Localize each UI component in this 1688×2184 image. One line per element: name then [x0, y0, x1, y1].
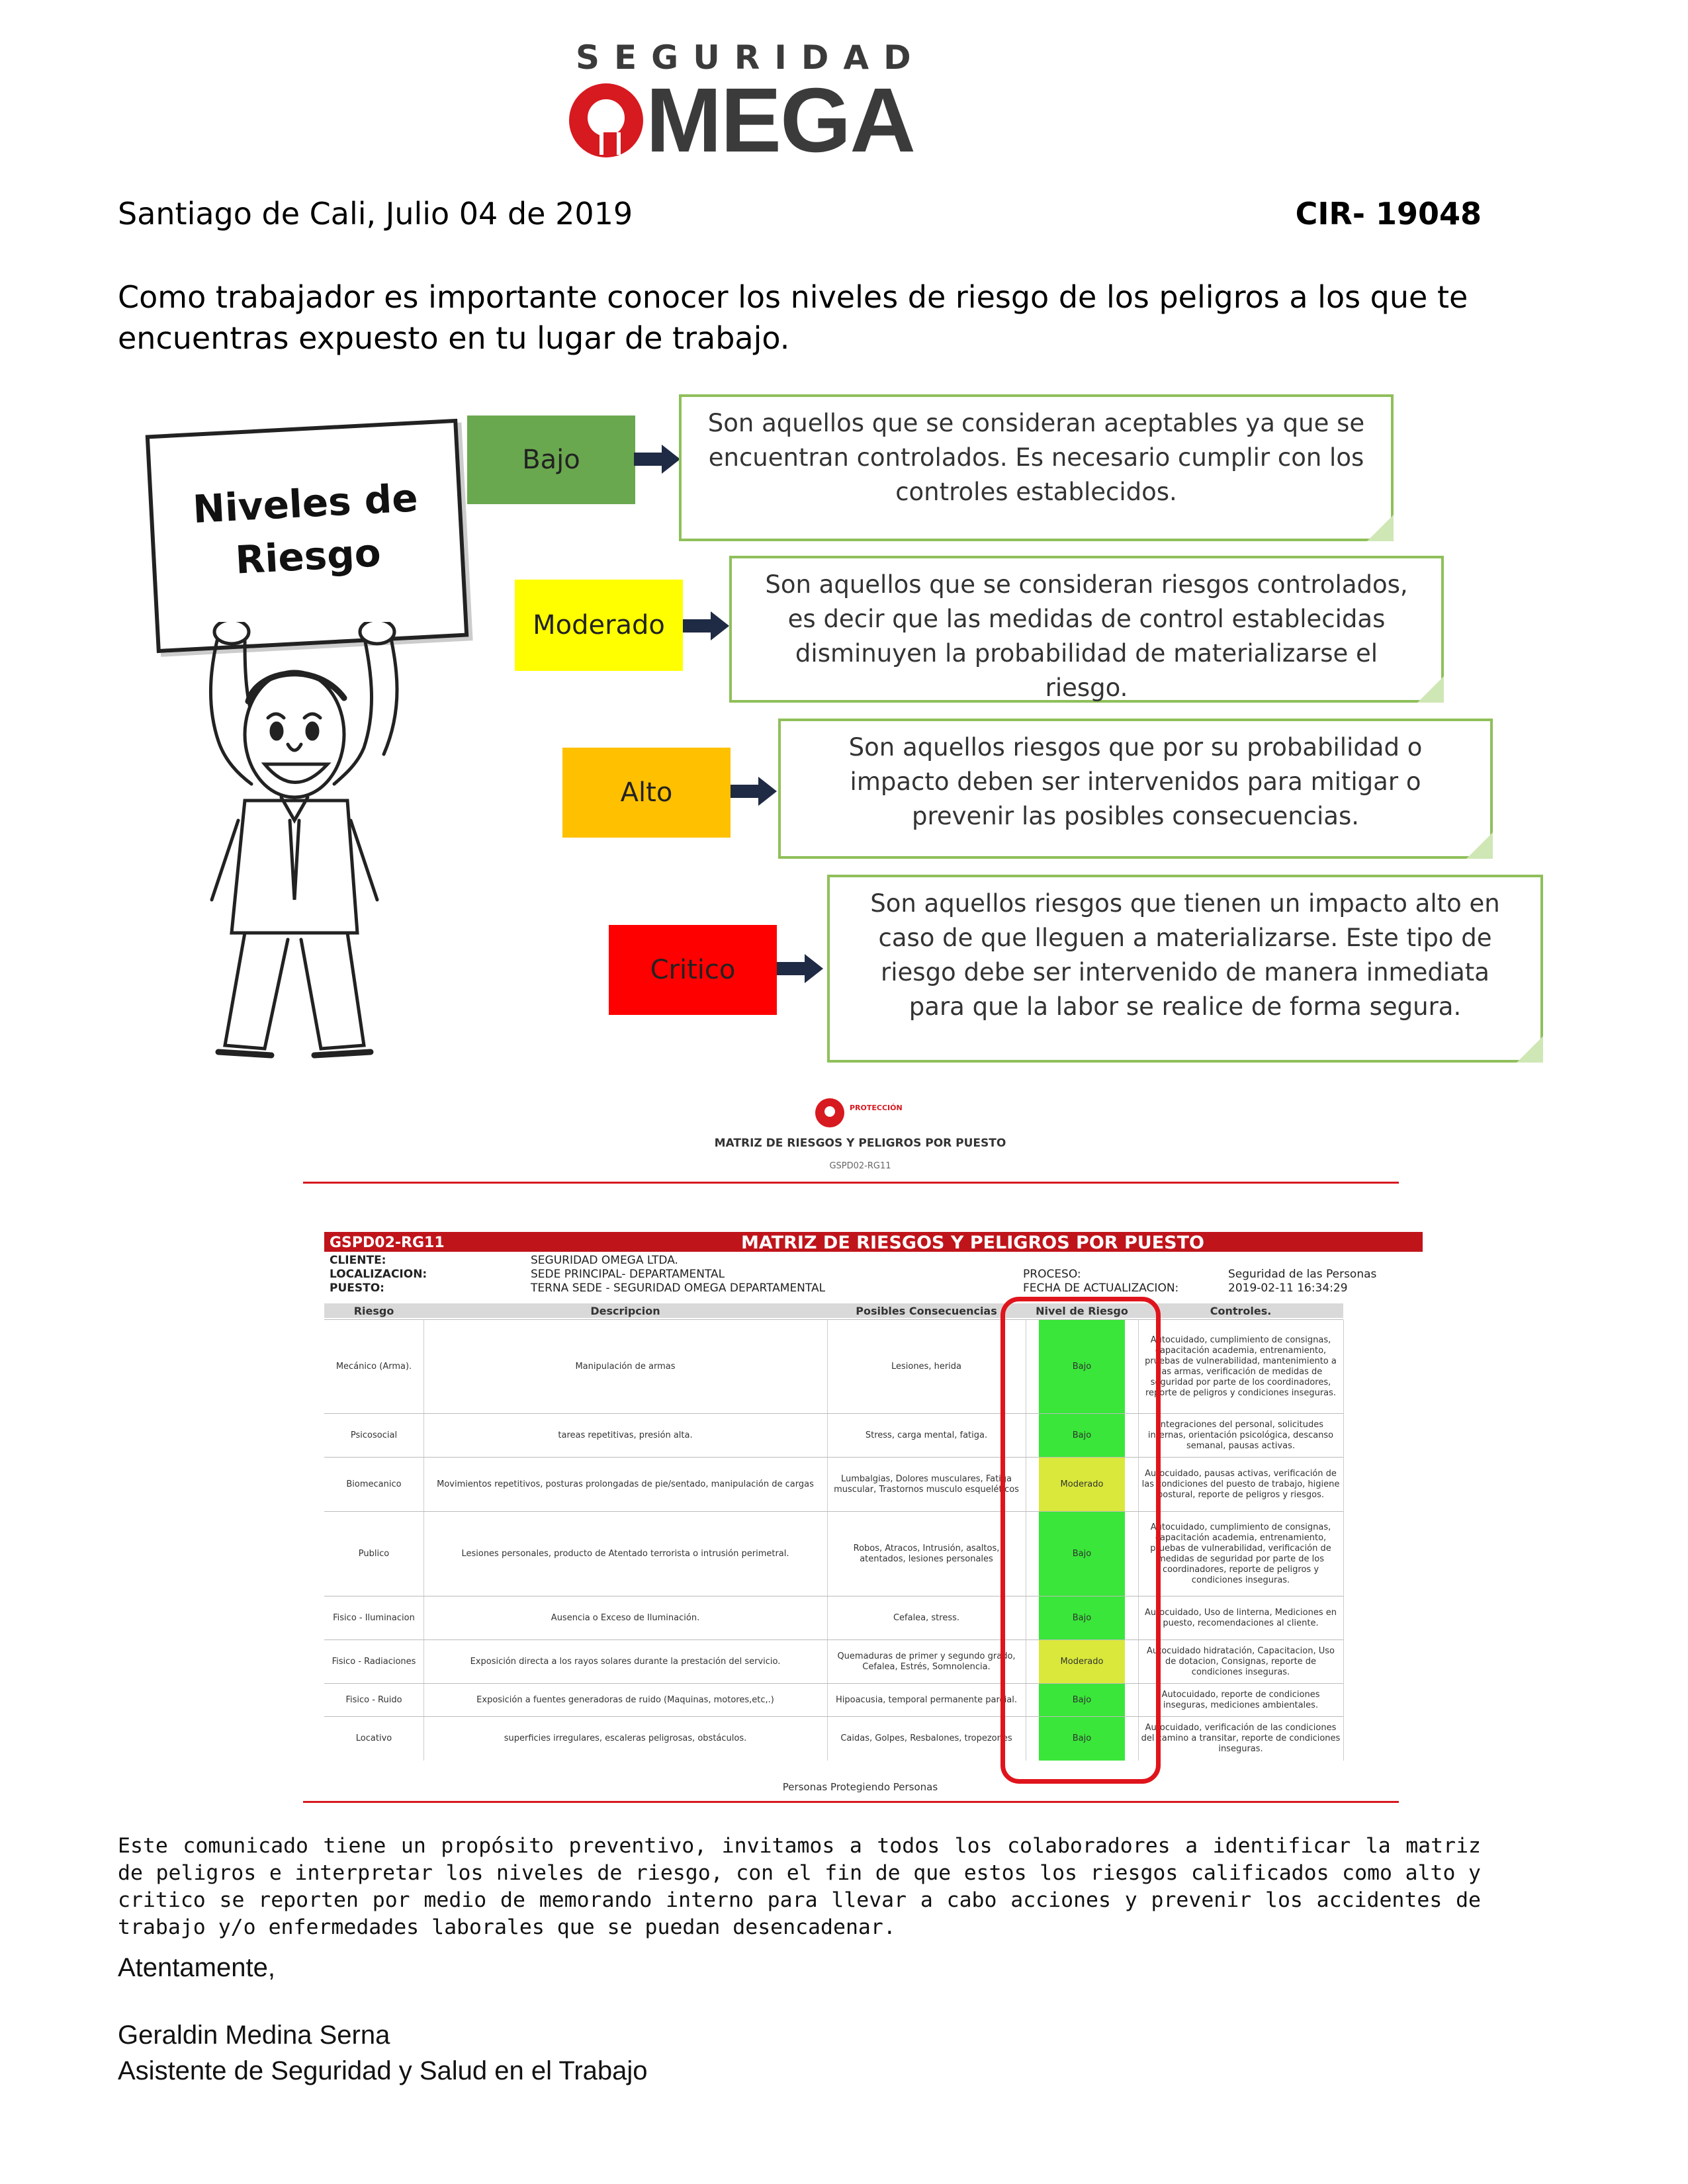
column-divider	[423, 1320, 424, 1414]
cell-consecuencias: Caidas, Golpes, Resbalones, tropezones	[840, 1733, 1012, 1743]
level-label: Alto	[620, 777, 673, 808]
level-bajo-description: Son aquellos que se consideran aceptables ya que se encuentran controlados. Es necesario cumplir con los controles establecidos.	[679, 394, 1394, 541]
column-divider	[827, 1320, 828, 1414]
intro-paragraph: Como trabajador es importante conocer los niveles de riesgo de los peligros a los que te encuentras expuesto en tu lugar de trabajo.	[118, 279, 1468, 356]
column-divider	[423, 1717, 424, 1761]
column-divider	[1343, 1640, 1344, 1684]
cell-descripcion: Manipulación de armas	[575, 1362, 676, 1372]
matrix-brand: PROTECCIÓN	[850, 1104, 903, 1112]
cell-consecuencias: Stress, carga mental, fatiga.	[865, 1430, 988, 1440]
column-divider	[423, 1512, 424, 1596]
cell-controles: Autocuidado, cumplimiento de consignas, capacitación academia, entrenamiento, pruebas de vulnerabilidad, verificación de medidas de seguridad por parte de los coordinadores, reporte de peligros y condiciones inseguras.	[1150, 1522, 1331, 1585]
company-logo	[569, 69, 914, 171]
level-label: Moderado	[533, 610, 665, 640]
cell-riesgo: Mecánico (Arma).	[335, 1362, 412, 1372]
cell-consecuencias: Lesiones, herida	[891, 1362, 962, 1372]
cell-controles: Autocuidado, cumplimiento de consignas, capacitación academia, entrenamiento, pruebas de vulnerabilidad, mantenimiento a las armas, verificación de medidas de seguridad por parte de los coordinadores, reporte de peligros y condiciones inseguras.	[1145, 1335, 1337, 1398]
sign-line-1: Niveles de	[191, 475, 420, 532]
column-divider	[423, 1596, 424, 1640]
cell-nivel-badge: Bajo	[1039, 1512, 1125, 1596]
banner-code: GSPD02-RG11	[330, 1235, 445, 1251]
level-label: Critico	[650, 955, 736, 985]
table-row	[324, 1596, 1343, 1640]
cell-controles: Integraciones del personal, solicitudes internas, orientación psicológica, descanso semanal, pausas activas.	[1147, 1420, 1334, 1451]
cell-consecuencias: Quemaduras de primer y segundo grado, Cefalea, Estrés, Somnolencia.	[837, 1651, 1016, 1672]
column-divider	[827, 1512, 828, 1596]
table-row	[324, 1683, 1343, 1717]
column-divider	[1343, 1684, 1344, 1717]
arrow-right-icon	[683, 611, 729, 640]
col-riesgo: Riesgo	[353, 1305, 394, 1317]
matrix-table-header	[324, 1303, 1343, 1318]
column-divider	[827, 1414, 828, 1458]
logo-top-text: SEGURIDAD	[576, 38, 926, 77]
cell-riesgo: Fisico - Iluminacion	[333, 1613, 415, 1623]
level-label: Bajo	[522, 445, 580, 475]
cell-consecuencias: Hipoacusia, temporal permanente parcial.	[835, 1695, 1018, 1705]
cell-riesgo: Locativo	[355, 1733, 392, 1743]
matrix-doc-code: GSPD02-RG11	[829, 1161, 891, 1171]
table-row	[324, 1639, 1343, 1684]
cell-nivel-badge: Moderado	[1039, 1640, 1125, 1684]
col-consecuencias: Posibles Consecuencias	[856, 1305, 997, 1317]
column-divider	[1343, 1717, 1344, 1761]
column-divider	[827, 1684, 828, 1717]
man-holding-sign-illustration	[146, 622, 476, 1072]
table-row	[324, 1716, 1343, 1761]
cell-nivel-badge: Bajo	[1039, 1596, 1125, 1640]
column-divider	[423, 1640, 424, 1684]
col-descripcion: Descripcion	[590, 1305, 660, 1317]
level-moderado-description: Son aquellos que se consideran riesgos controlados, es decir que las medidas de control establecidas disminuyen la probabilidad de materializarse el riesgo.	[729, 556, 1444, 703]
cell-riesgo: Biomecanico	[346, 1479, 402, 1489]
proteccion-logo-icon	[815, 1098, 844, 1127]
divider	[303, 1801, 1399, 1803]
cell-nivel-badge: Bajo	[1039, 1717, 1125, 1761]
table-row	[324, 1413, 1343, 1458]
col-nivel: Nivel de Riesgo	[1036, 1305, 1128, 1317]
table-row	[324, 1457, 1343, 1512]
cell-controles: Autocuidado, verificación de las condiciones del camino a transitar, reporte de condiciones inseguras.	[1141, 1723, 1341, 1754]
arrow-right-icon	[634, 445, 680, 474]
arrow-right-icon	[777, 954, 823, 983]
document-code: CIR- 19048	[1295, 196, 1482, 232]
col-controles: Controles.	[1210, 1305, 1272, 1317]
cell-consecuencias: Lumbalgias, Dolores musculares, Fatiga muscular, Trastornos musculo esqueléticos	[834, 1474, 1019, 1495]
logo-pin-icon	[569, 83, 643, 157]
cell-descripcion: tareas repetitivas, presión alta.	[558, 1430, 693, 1440]
cell-riesgo: Fisico - Ruido	[345, 1695, 402, 1705]
cell-descripcion: superficies irregulares, escaleras peligrosas, obstáculos.	[504, 1733, 747, 1743]
info-row-cliente: CLIENTE: SEGURIDAD OMEGA LTDA.	[330, 1254, 678, 1267]
column-divider	[423, 1684, 424, 1717]
logo-main-text: MEGA	[646, 69, 914, 171]
cell-descripcion: Movimientos repetitivos, posturas prolongadas de pie/sentado, manipulación de cargas	[437, 1479, 814, 1489]
column-divider	[1343, 1512, 1344, 1596]
column-divider	[1343, 1596, 1344, 1640]
levels-sign	[146, 419, 469, 653]
info-row-puesto: PUESTO: TERNA SEDE - SEGURIDAD OMEGA DEPARTAMENTAL FECHA DE ACTUALIZACION: 2019-02-11 16:34:29	[330, 1282, 1348, 1295]
nivel-riesgo-highlight	[1000, 1297, 1161, 1784]
level-moderado-box	[515, 580, 683, 671]
cell-descripcion: Exposición a fuentes generadoras de ruido (Maquinas, motores,etc,.)	[476, 1695, 774, 1705]
level-alto-description: Son aquellos riesgos que por su probabilidad o impacto deben ser intervenidos para mitigar o prevenir las posibles consecuencias.	[778, 719, 1493, 859]
body-paragraph: Este comunicado tiene un propósito preventivo, invitamos a todos los colaboradores a identificar la matriz de peligros e interpretar los niveles de riesgo, con el fin de que estos los riesgos calificados como alto y critico se reporten por medio de memorando interno para llevar a cabo acciones y prevenir los accidentes de trabajo y/o enfermedades laborales que se puedan desencadenar.	[118, 1834, 1481, 1939]
cell-nivel-badge: Bajo	[1039, 1684, 1125, 1717]
sign-line-2: Riesgo	[234, 530, 382, 583]
table-row	[324, 1319, 1343, 1414]
cell-nivel-badge: Bajo	[1039, 1320, 1125, 1414]
column-divider	[1343, 1458, 1344, 1512]
cell-descripcion: Exposición directa a los rayos solares durante la prestación del servicio.	[470, 1657, 781, 1667]
column-divider	[827, 1596, 828, 1640]
column-divider	[1343, 1414, 1344, 1458]
level-bajo-box	[467, 415, 635, 504]
info-row-localizacion: LOCALIZACION: SEDE PRINCIPAL- DEPARTAMENTAL PROCESO: Seguridad de las Personas	[330, 1268, 1377, 1281]
cell-controles: Autocuidado, Uso de linterna, Mediciones en puesto, recomendaciones al cliente.	[1145, 1608, 1337, 1628]
column-divider	[827, 1458, 828, 1512]
cell-descripcion: Lesiones personales, producto de Atentado terrorista o intrusión perimetral.	[461, 1549, 789, 1559]
cell-descripcion: Ausencia o Exceso de Iluminación.	[551, 1613, 700, 1623]
level-alto-box	[562, 748, 731, 838]
matrix-title: MATRIZ DE RIESGOS Y PELIGROS POR PUESTO	[714, 1137, 1006, 1150]
column-divider	[423, 1414, 424, 1458]
banner-title: MATRIZ DE RIESGOS Y PELIGROS POR PUESTO	[741, 1233, 1204, 1253]
column-divider	[423, 1458, 424, 1512]
cell-riesgo: Psicosocial	[350, 1430, 398, 1440]
signer-name: Geraldin Medina Serna	[118, 2021, 390, 2050]
column-divider	[827, 1717, 828, 1761]
column-divider	[827, 1640, 828, 1684]
table-row	[324, 1511, 1343, 1596]
cell-riesgo: Fisico - Radiaciones	[332, 1657, 416, 1667]
cell-riesgo: Publico	[358, 1549, 390, 1559]
matrix-banner	[324, 1232, 1423, 1252]
cell-consecuencias: Robos, Atracos, Intrusión, asaltos, atentados, lesiones personales	[853, 1544, 1000, 1564]
matrix-footer: Personas Protegiendo Personas	[782, 1781, 938, 1793]
level-critico-description: Son aquellos riesgos que tienen un impacto alto en caso de que lleguen a materializarse. Este tipo de riesgo debe ser intervenido de manera inmediata para que la labor se realice de forma segura.	[827, 875, 1543, 1063]
column-divider	[1343, 1320, 1344, 1414]
arrow-right-icon	[731, 777, 777, 806]
cell-nivel-badge: Bajo	[1039, 1414, 1125, 1458]
cell-nivel-badge: Moderado	[1039, 1458, 1125, 1512]
cell-consecuencias: Cefalea, stress.	[893, 1613, 960, 1623]
divider	[303, 1182, 1399, 1184]
closing: Atentamente,	[118, 1953, 275, 1982]
cell-controles: Autocuidado, reporte de condiciones inseguras, mediciones ambientales.	[1161, 1690, 1320, 1710]
level-critico-box	[609, 925, 777, 1015]
place-date: Santiago de Cali, Julio 04 de 2019	[118, 196, 633, 232]
cell-controles: Autocuidado, pausas activas, verificación de las condiciones del puesto de trabajo, higiene postural, reporte de peligros y riesgos.	[1141, 1469, 1340, 1500]
signer-role: Asistente de Seguridad y Salud en el Trabajo	[118, 2056, 648, 2085]
cell-controles: Autocuidado hidratación, Capacitacion, Uso de dotacion, Consignas, reporte de condiciones inseguras.	[1147, 1646, 1335, 1677]
